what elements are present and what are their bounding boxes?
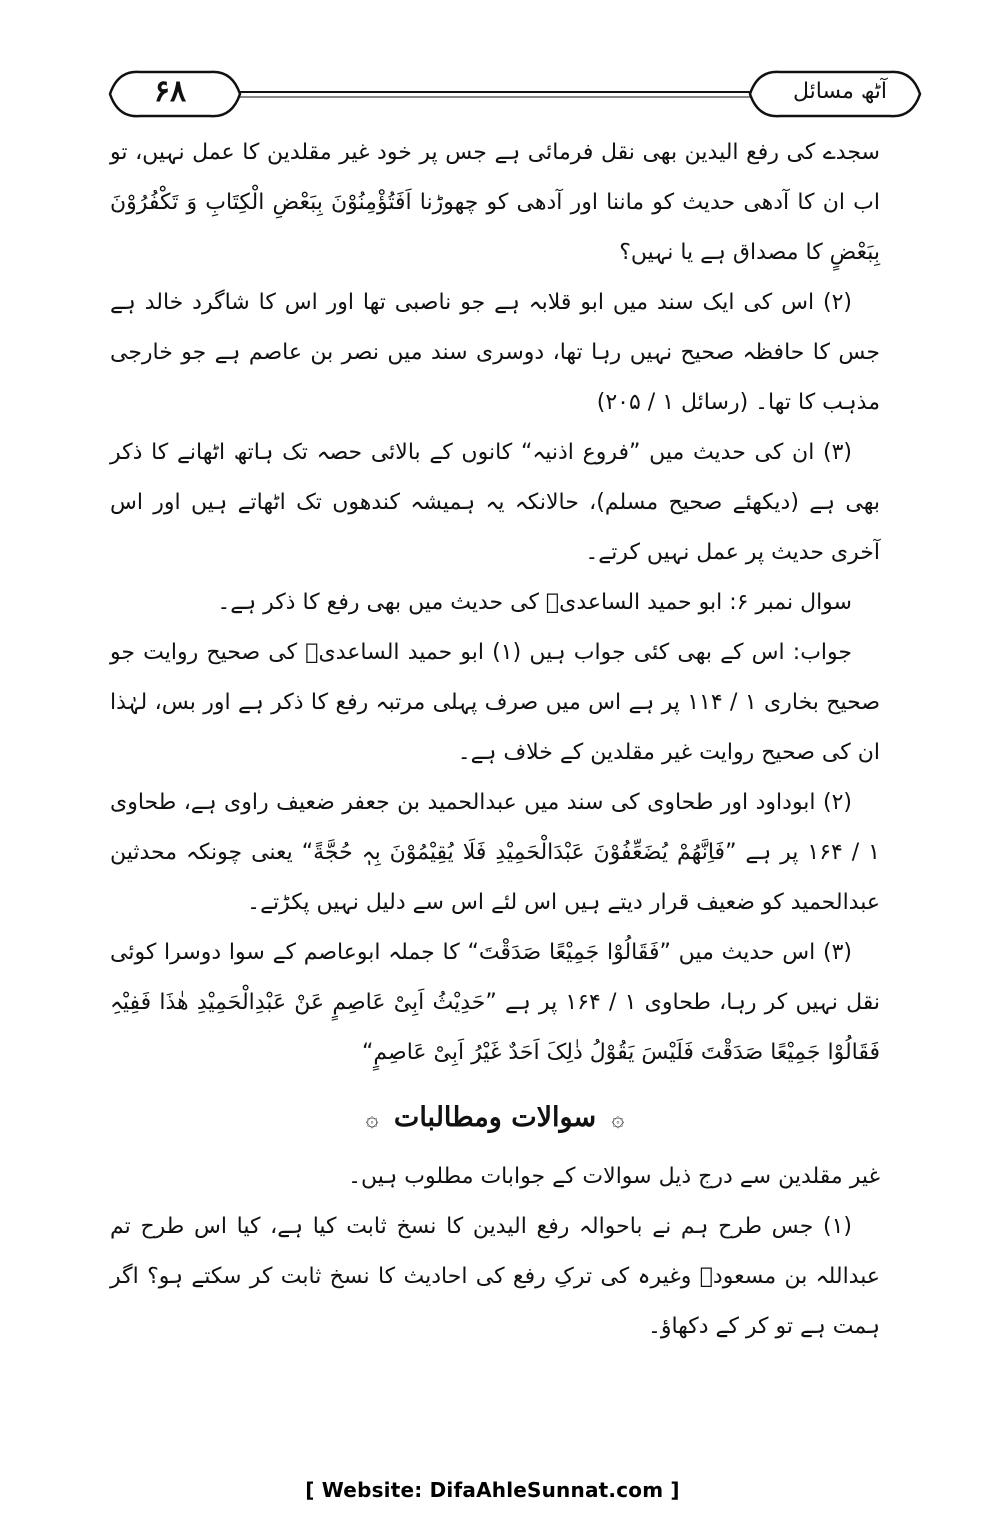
paragraph-7: (۳) اس حدیث میں ”فَقَالُوْا جَمِیْعًا صَدَقْتَ“ کا جملہ ابوعاصم کے سوا دوسرا کوئی نقل نہیں کر رہا، طحاوی ۱ / ۱۶۴ پر ہے ”حَدِیْثُ اَبِیْ عَاصِمٍ عَنْ عَبْدِالْحَمِیْدِ ھٰذَا فَفِیْہِ فَقَالُوْا جَمِیْعًا صَدَقْتَ فَلَیْسَ یَقُوْلُ ذٰلِکَ اَحَدٌ غَیْرُ اَبِیْ عَاصِمٍ“	[110, 940, 880, 1065]
section-heading	[110, 1092, 880, 1146]
question-6: سوال نمبر ۶: ابو حمید الساعدیؓ کی حدیث میں بھی رفع کا ذکر ہے۔	[217, 590, 852, 615]
section-question-1: (۱) جس طرح ہم نے باحوالہ رفع الیدین کا نسخ ثابت کیا ہے، کیا اس طرح تم عبداللہ بن مسعودؓ وغیرہ کی ترکِ رفع کی احادیث کا نسخ ثابت کر سکتے ہو؟ اگر ہمت ہے تو کر کے دکھاؤ۔	[110, 1214, 880, 1339]
book-title: آٹھ مسائل	[792, 79, 888, 104]
paragraph-2: (۲) اس کی ایک سند میں ابو قلابہ ہے جو ناصبی تھا اور اس کا شاگرد خالد ہے جس کا حافظہ صحیح نہیں رہا تھا، دوسری سند میں نصر بن عاصم ہے جو خارجی مذہب کا تھا۔ (رسائل ۱ / ۲۰۵)	[110, 290, 880, 415]
page-header	[100, 66, 930, 122]
paragraph-3: (۳) ان کی حدیث میں ”فروع اذنیہ“ کانوں کے بالائی حصہ تک ہاتھ اٹھانے کا ذکر بھی ہے (دیکھئے صحیح مسلم)، حالانکہ یہ ہمیشہ کندھوں تک اٹھاتے ہیں اور اس آخری حدیث پر عمل نہیں کرتے۔	[110, 440, 880, 565]
page-body	[110, 128, 880, 1352]
footer-website: [ Website: DifaAhleSunnat.com ]	[305, 1478, 680, 1502]
section-heading-text: سوالات ومطالبات	[393, 1102, 597, 1133]
paragraph-6: (۲) ابوداود اور طحاوی کی سند میں عبدالحمید بن جعفر ضعیف راوی ہے، طحاوی ۱ / ۱۶۴ پر ہے ”فَاِنَّھُمْ یُضَعِّفُوْنَ عَبْدَالْحَمِیْدِ فَلَا یُقِیْمُوْنَ بِہٖ حُجَّةً“ یعنی چونکہ محدثین عبدالحمید کو ضعیف قرار دیتے ہیں اس لئے اس سے دلیل نہیں پکڑتے۔	[110, 790, 880, 915]
answer-6: جواب: اس کے بھی کئی جواب ہیں (۱) ابو حمید الساعدیؓ کی صحیح روایت جو صحیح بخاری ۱ / ۱۱۴ پر ہے اس میں صرف پہلی مرتبہ رفع کا ذکر ہے اور بس، لہٰذا ان کی صحیح روایت غیر مقلدین کے خلاف ہے۔	[110, 640, 880, 765]
page-number: ۶۸	[153, 74, 187, 109]
section-intro: غیر مقلدین سے درج ذیل سوالات کے جوابات مطلوب ہیں۔	[348, 1164, 880, 1189]
paragraph-1: سجدے کی رفع الیدین بھی نقل فرمائی ہے جس پر خود غیر مقلدین کا عمل نہیں، تو اب ان کا آدھی حدیث کو ماننا اور آدھی کو چھوڑنا اَفَتُؤْمِنُوْنَ بِبَعْضِ الْکِتَابِ وَ تَکْفُرُوْنَ بِبَعْضٍ کا مصداق ہے یا نہیں؟	[110, 140, 880, 265]
ornament-icon: ۞	[365, 1107, 379, 1132]
ornament-icon: ۞	[611, 1107, 625, 1132]
